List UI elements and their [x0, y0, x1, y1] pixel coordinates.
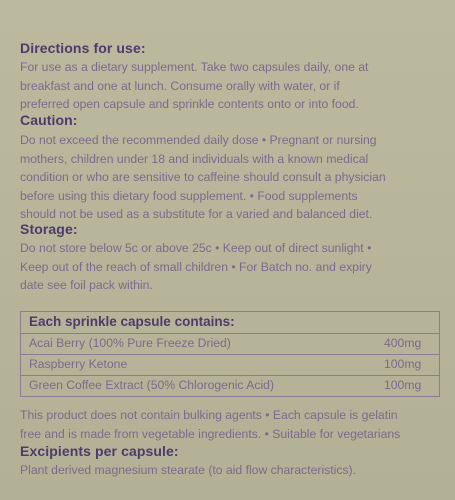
storage-heading: Storage: [20, 221, 78, 237]
ingredient-amount: 100mg [384, 357, 422, 371]
excipients-text [20, 461, 445, 480]
directions-line: For use as a dietary supplement. Take two capsules daily, one at [20, 60, 369, 74]
caution-heading: Caution: [20, 112, 78, 128]
caution-line: before using this dietary food supplement. • Food supplements [20, 188, 358, 203]
storage-line: Do not store below 5c or above 25c • Keep out of direct sunlight • [20, 241, 372, 255]
directions-line: preferred open capsule and sprinkle contents onto or into food. [20, 97, 359, 111]
caution-line: mothers, children under 18 and individuals with a known medical [20, 151, 369, 166]
caution-text [20, 131, 445, 224]
table-row [21, 376, 439, 396]
storage-text [20, 239, 445, 295]
product-note [20, 406, 445, 443]
table-row [21, 355, 439, 376]
capsule-table-heading: Each sprinkle capsule contains: [29, 314, 235, 329]
capsule-table-header [21, 312, 439, 334]
ingredient-amount: 400mg [384, 336, 422, 350]
directions-text [20, 58, 445, 114]
excipients-heading: Excipients per capsule: [20, 443, 179, 459]
caution-line: should not be used as a substitute for a varied and balanced diet. [20, 207, 373, 221]
note-line: This product does not contain bulking agents • Each capsule is gelatin [20, 408, 398, 422]
storage-line: Keep out of the reach of small children • For Batch no. and expiry [20, 259, 372, 274]
directions-line: breakfast and one at lunch. Consume orally with water, or if [20, 78, 340, 93]
caution-line: Do not exceed the recommended daily dose • Pregnant or nursing [20, 133, 377, 147]
caution-line: condition or who are sensitive to caffeine should consult a physician [20, 170, 386, 184]
storage-line: date see foil pack within. [20, 278, 153, 292]
ingredient-name: Raspberry Ketone [29, 357, 128, 371]
note-line: free and is made from vegetable ingredients. • Suitable for vegetarians [20, 426, 401, 441]
ingredient-name: Acai Berry (100% Pure Freeze Dried) [29, 336, 231, 350]
ingredient-amount: 100mg [384, 378, 422, 392]
table-row [21, 334, 439, 355]
excipients-line: Plant derived magnesium stearate (to aid flow characteristics). [20, 463, 356, 477]
ingredient-name: Green Coffee Extract (50% Chlorogenic Acid) [29, 378, 274, 392]
directions-heading: Directions for use: [20, 40, 146, 56]
capsule-contents-table [20, 311, 440, 397]
